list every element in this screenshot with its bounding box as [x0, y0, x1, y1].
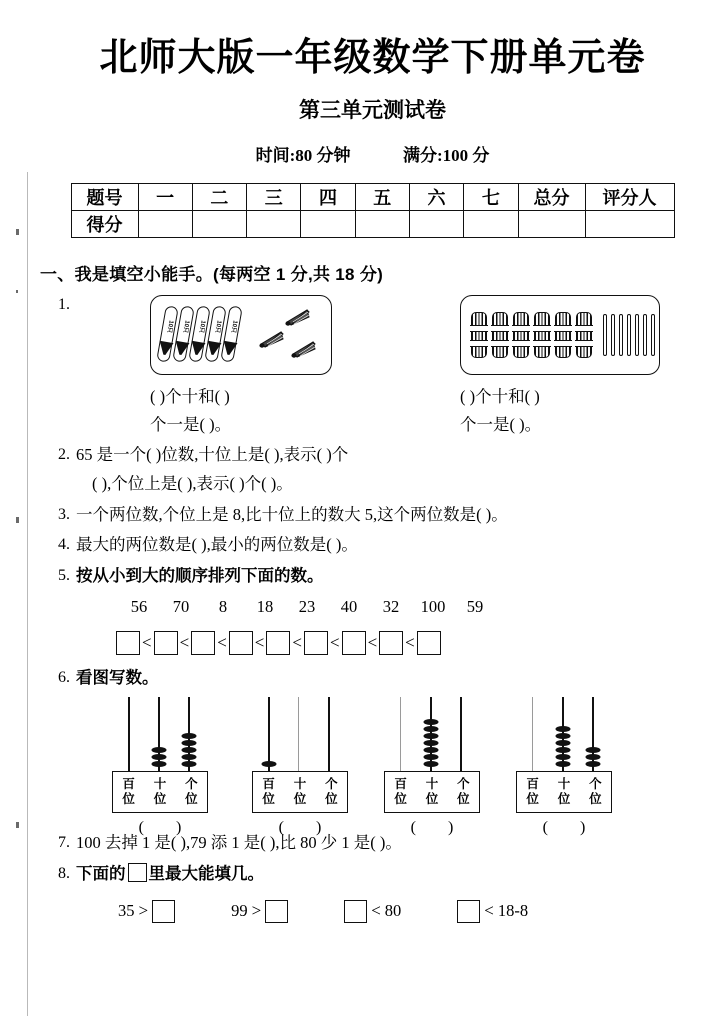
less-than-operator: <: [217, 633, 227, 653]
number-item: 70: [172, 597, 190, 617]
score-cell[interactable]: [464, 210, 518, 237]
stick-bundle-icon: [513, 312, 529, 358]
place-ones: [448, 772, 479, 812]
question-2-line-1[interactable]: 65 是一个( )位数,十位上是( ),表示( )个: [76, 444, 349, 464]
inequality-operator: <: [484, 901, 494, 921]
question-3-number: 3.: [58, 505, 70, 523]
bead: [556, 747, 571, 753]
question-4: [40, 531, 705, 560]
tube-label: 10只: [165, 319, 174, 333]
stick-bundle-icon: [555, 312, 571, 358]
place-tens: [548, 772, 579, 812]
abacus-rods: [112, 697, 208, 771]
tube-cap: [173, 340, 189, 355]
bead: [586, 761, 601, 767]
shuttlecock-icon: [291, 340, 317, 360]
bead: [262, 761, 277, 767]
bead: [182, 747, 197, 753]
score-cell[interactable]: [301, 210, 355, 237]
single-stick-icon: [635, 314, 639, 356]
question-6-abacus-row: [112, 697, 705, 836]
question-4-number: 4.: [58, 536, 70, 554]
fullscore-value: 100 分: [442, 145, 490, 165]
place-char: 位: [425, 791, 439, 806]
place-char: 位: [122, 791, 135, 806]
question-8-inequalities: [118, 896, 705, 926]
inequality-operator: <: [371, 901, 381, 921]
tube-label: 10只: [229, 319, 238, 333]
question-8: [40, 860, 705, 927]
place-char: 位: [153, 791, 167, 806]
question-1-right-answer[interactable]: [460, 383, 541, 439]
bead: [586, 747, 601, 753]
less-than-operator: <: [405, 633, 415, 653]
question-2-number: 2.: [58, 445, 70, 463]
stick-bundle-icon: [576, 312, 592, 358]
question-8-text-before: 下面的: [76, 864, 126, 883]
inequality-item-1: [118, 896, 175, 926]
time-value: 80 分钟: [295, 145, 351, 165]
question-2: [40, 441, 705, 499]
score-table: [71, 183, 675, 238]
score-table-row-label-2: 得分: [71, 210, 138, 237]
answer-box[interactable]: [457, 900, 480, 923]
tube-cap: [205, 340, 221, 355]
hundreds-rod: [268, 697, 270, 771]
abacus-3: [384, 697, 480, 842]
single-stick-icon: [619, 314, 623, 356]
place-char: 百: [394, 777, 407, 792]
number-item: 8: [218, 597, 228, 617]
inequality-right: 18-8: [497, 900, 529, 920]
number-item: 23: [298, 597, 316, 617]
less-than-operator: <: [179, 633, 190, 653]
page-subtitle: 第三单元测试卷: [299, 98, 446, 122]
question-7: [40, 829, 705, 858]
less-than-operator: <: [142, 633, 152, 653]
score-cell[interactable]: [409, 210, 463, 237]
answer-box[interactable]: [229, 631, 253, 655]
answer-box[interactable]: [128, 863, 147, 882]
hundreds-rod: [128, 697, 130, 771]
score-col-4: 四: [301, 183, 355, 210]
inequality-item-3: [344, 896, 401, 926]
question-6-number: 6.: [58, 668, 70, 686]
page-binding-line: [27, 172, 28, 1016]
question-5-number: 5.: [58, 567, 70, 585]
bead: [424, 754, 439, 760]
page-title: 北师大版一年级数学下册单元卷: [99, 37, 646, 79]
question-5-text: 按从小到大的顺序排列下面的数。: [76, 567, 324, 586]
bead: [182, 761, 197, 767]
place-char: 位: [262, 791, 275, 806]
bead: [182, 733, 197, 739]
fullscore-label: 满分:: [403, 145, 443, 165]
score-cell[interactable]: [138, 210, 192, 237]
abacus-frame: [384, 771, 480, 813]
single-stick-icon: [603, 314, 607, 356]
shuttlecock-picture-box: [150, 295, 332, 375]
place-char: 位: [526, 791, 539, 806]
sticks-picture-box: [460, 295, 660, 375]
single-stick-icon: [627, 314, 631, 356]
place-ones: [176, 772, 207, 812]
binding-tick: [16, 229, 19, 235]
place-char: 位: [557, 791, 571, 806]
stick-bundle-icon: [492, 312, 508, 358]
abacus-2: [252, 697, 348, 842]
place-char: 位: [457, 791, 470, 806]
bead: [424, 719, 439, 725]
score-col-grader: 评分人: [585, 183, 674, 210]
abacus-1: [112, 697, 208, 842]
bead: [424, 740, 439, 746]
binding-tick: [16, 822, 19, 828]
question-5-number-list: [118, 593, 705, 622]
place-char: 十: [557, 777, 571, 792]
score-col-5: 五: [355, 183, 409, 210]
answer-line: ( )个十和( ): [460, 386, 540, 406]
abacus-answer-blank[interactable]: ( ): [138, 818, 196, 836]
answer-box[interactable]: [266, 631, 290, 655]
abacus-frame: [112, 771, 208, 813]
hundreds-rod: [400, 697, 401, 771]
number-item: 40: [340, 597, 358, 617]
question-1-answers: [76, 383, 705, 439]
section-heading: 一、我是填空小能手。(每两空 1 分,共 18 分): [40, 264, 384, 284]
bead: [152, 754, 167, 760]
place-char: 个: [185, 777, 198, 792]
question-5: [40, 562, 705, 658]
tube-cap: [189, 340, 205, 355]
number-item: 18: [256, 597, 274, 617]
place-hundreds: [113, 772, 144, 812]
inequality-right: 80: [384, 900, 402, 920]
abacus-frame: [252, 771, 348, 813]
place-char: 位: [185, 791, 198, 806]
bead: [424, 761, 439, 767]
number-item: 56: [130, 597, 148, 617]
score-table-value-row: [71, 210, 674, 237]
tens-rod: [298, 697, 299, 771]
tube-cap: [157, 340, 173, 355]
less-than-operator: <: [254, 633, 265, 653]
score-col-1: 一: [138, 183, 192, 210]
abacus-answer-blank[interactable]: ( ): [542, 818, 600, 836]
question-8-text: [76, 860, 705, 889]
place-char: 位: [293, 791, 307, 806]
bead: [152, 761, 167, 767]
question-7-number: 7.: [58, 833, 70, 851]
answer-box[interactable]: [191, 631, 215, 655]
score-cell[interactable]: [192, 210, 246, 237]
bead: [586, 754, 601, 760]
question-5-ordering-row: [116, 628, 705, 658]
score-col-6: 六: [409, 183, 463, 210]
less-than-operator: <: [292, 633, 302, 653]
stick-bundle-icon: [471, 312, 487, 358]
answer-line: ( )个十和( ): [150, 386, 230, 406]
place-char: 个: [325, 777, 338, 792]
number-item: 32: [382, 597, 400, 617]
question-1-number: 1.: [58, 295, 70, 313]
score-cell[interactable]: [355, 210, 409, 237]
bead: [424, 747, 439, 753]
score-table-row-label-1: 题号: [71, 183, 138, 210]
place-char: 个: [589, 777, 602, 792]
abacus-rods: [516, 697, 612, 771]
bead: [152, 747, 167, 753]
place-tens: [416, 772, 447, 812]
place-ones: [316, 772, 347, 812]
inequality-left: 35: [118, 900, 135, 920]
tube-label: 10只: [181, 319, 190, 333]
answer-box[interactable]: [265, 900, 288, 923]
shuttlecock-icon: [285, 308, 311, 328]
question-6: [40, 664, 705, 836]
answer-line: 个一是( )。: [460, 414, 542, 434]
question-6-text: 看图写数。: [76, 668, 159, 687]
score-col-total: 总分: [518, 183, 585, 210]
place-ones: [580, 772, 611, 812]
place-hundreds: [253, 772, 284, 812]
place-tens: [144, 772, 175, 812]
tube-cap: [221, 340, 237, 355]
score-cell-total[interactable]: [518, 210, 585, 237]
shuttlecock-icon: [259, 330, 285, 350]
abacus-frame: [516, 771, 612, 813]
question-3: [40, 501, 705, 530]
question-3-text[interactable]: 一个两位数,个位上是 8,比十位上的数大 5,这个两位数是( )。: [76, 504, 508, 524]
question-4-text[interactable]: 最大的两位数是( ),最小的两位数是( )。: [76, 535, 358, 555]
less-than-operator: <: [329, 633, 340, 653]
hundreds-rod: [532, 697, 533, 771]
tube-label: 10只: [213, 319, 222, 333]
ones-rod: [460, 697, 462, 771]
bead: [556, 740, 571, 746]
abacus-4: [516, 697, 612, 842]
question-1-left-answer[interactable]: [150, 383, 231, 439]
place-char: 十: [425, 777, 439, 792]
score-col-7: 七: [464, 183, 518, 210]
binding-tick: [16, 290, 18, 293]
answer-box[interactable]: [154, 631, 178, 655]
place-char: 十: [293, 777, 307, 792]
answer-box[interactable]: [342, 631, 366, 655]
place-char: 百: [526, 777, 539, 792]
single-stick-icon: [651, 314, 655, 356]
inequality-item-4: [457, 896, 528, 926]
place-char: 位: [325, 791, 338, 806]
stick-bundle-icon: [534, 312, 550, 358]
tube-label: 10只: [197, 319, 206, 333]
inequality-operator: >: [138, 901, 149, 921]
score-cell-grader[interactable]: [585, 210, 674, 237]
bead: [556, 761, 571, 767]
exam-meta: [40, 141, 705, 166]
score-table-header-row: [71, 183, 674, 210]
bead: [182, 740, 197, 746]
bead: [182, 754, 197, 760]
answer-box[interactable]: [379, 631, 403, 655]
place-char: 十: [153, 777, 167, 792]
answer-box[interactable]: [116, 631, 140, 655]
place-char: 位: [589, 791, 602, 806]
answer-box[interactable]: [304, 631, 328, 655]
bead: [424, 726, 439, 732]
bead: [556, 733, 571, 739]
abacus-rods: [384, 697, 480, 771]
time-label: 时间:: [255, 145, 296, 165]
number-item: 59: [466, 597, 484, 617]
place-hundreds: [517, 772, 548, 812]
question-1: [40, 291, 705, 439]
inequality-left: 99: [231, 900, 248, 920]
score-cell[interactable]: [247, 210, 301, 237]
number-item: 100: [420, 597, 446, 617]
place-char: 百: [122, 777, 135, 792]
question-1-pictures: [76, 291, 705, 381]
bead: [556, 726, 571, 732]
inequality-item-2: [231, 896, 288, 926]
place-tens: [284, 772, 315, 812]
abacus-answer-blank[interactable]: ( ): [410, 818, 468, 836]
answer-box[interactable]: [152, 900, 175, 923]
inequality-operator: >: [251, 901, 262, 921]
place-char: 位: [394, 791, 407, 806]
score-col-2: 二: [192, 183, 246, 210]
less-than-operator: <: [367, 633, 378, 653]
bead: [424, 733, 439, 739]
question-2-line-2[interactable]: ( ),个位上是( ),表示( )个( )。: [92, 473, 293, 493]
answer-box[interactable]: [417, 631, 441, 655]
ones-rod: [328, 697, 330, 771]
bead: [556, 754, 571, 760]
score-col-3: 三: [247, 183, 301, 210]
binding-tick: [16, 517, 19, 523]
single-stick-icon: [611, 314, 615, 356]
question-8-number: 8.: [58, 864, 70, 882]
place-hundreds: [385, 772, 416, 812]
question-7-text[interactable]: 100 去掉 1 是( ),79 添 1 是( ),比 80 少 1 是( )。: [76, 832, 402, 852]
abacus-rods: [252, 697, 348, 771]
place-char: 个: [457, 777, 470, 792]
place-char: 百: [262, 777, 275, 792]
answer-box[interactable]: [344, 900, 367, 923]
single-stick-icon: [643, 314, 647, 356]
abacus-answer-blank[interactable]: ( ): [278, 818, 336, 836]
answer-line: 个一是( )。: [150, 414, 232, 434]
question-8-text-after: 里最大能填几。: [148, 864, 264, 883]
